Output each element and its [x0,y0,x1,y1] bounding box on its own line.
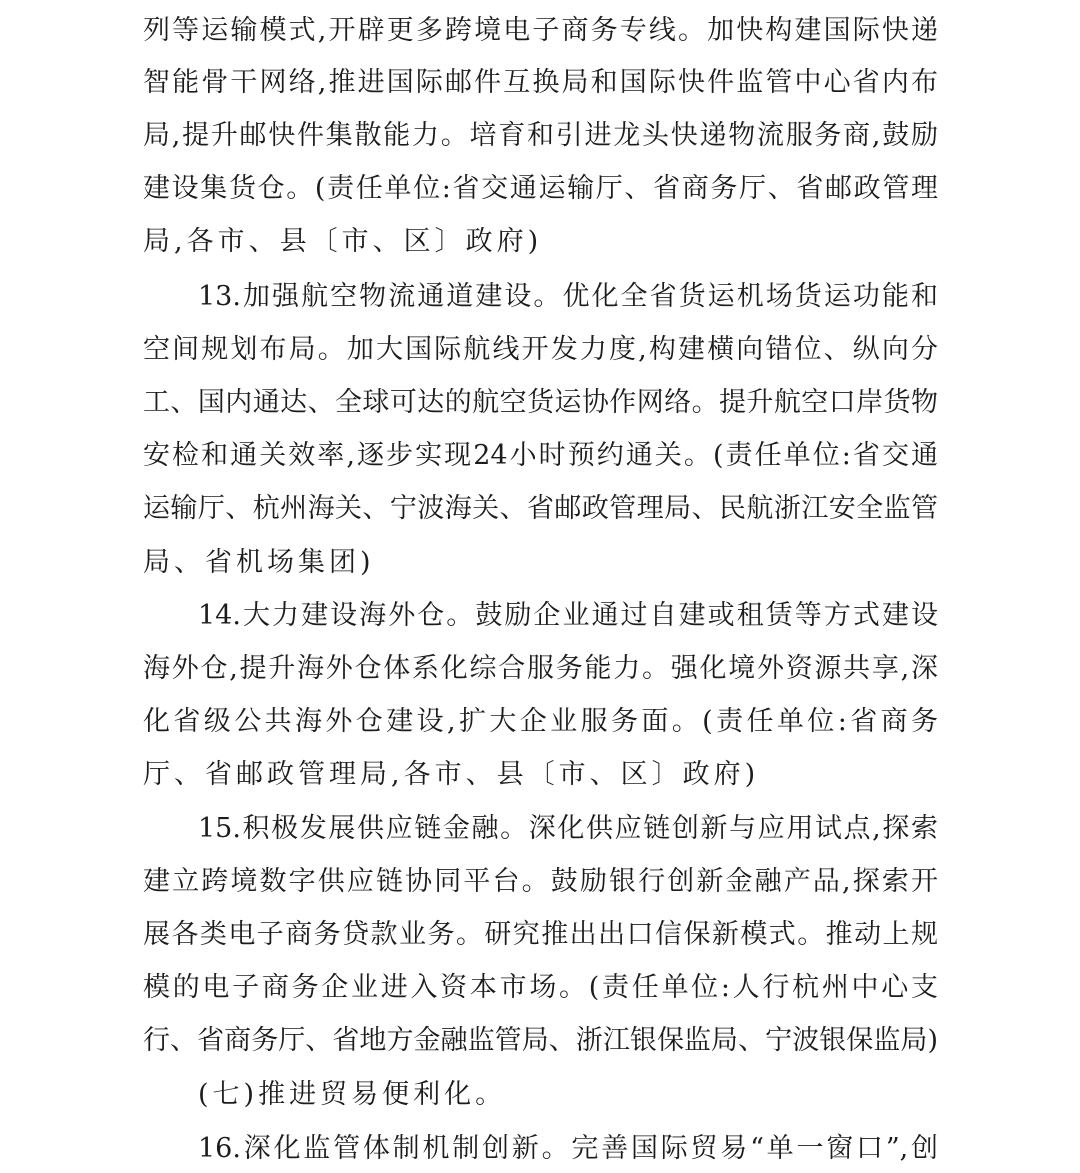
paragraph-12-line-1: 列等运输模式,开辟更多跨境电子商务专线。加快构建国际快递 [143,15,938,46]
paragraph-14-line-1: 14.大力建设海外仓。鼓励企业通过自建或租赁等方式建设 [198,600,938,631]
paragraph-12-line-5: 局,各市、县〔市、区〕政府) [143,226,543,257]
paragraph-14-line-3: 化省级公共海外仓建设,扩大企业服务面。(责任单位:省商务 [143,706,938,737]
paragraph-14-line-2: 海外仓,提升海外仓体系化综合服务能力。强化境外资源共享,深 [143,653,938,684]
paragraph-14-line-4: 厅、省邮政管理局,各市、县〔市、区〕政府) [143,759,760,790]
paragraph-15-line-3: 展各类电子商务贷款业务。研究推出出口信保新模式。推动上规 [143,919,938,950]
section-heading-7: (七)推进贸易便利化。 [198,1079,507,1110]
paragraph-13-line-2: 空间规划布局。加大国际航线开发力度,构建横向错位、纵向分 [143,334,938,365]
paragraph-13-line-3: 工、国内通达、全球可达的航空货运协作网络。提升航空口岸货物 [143,387,938,418]
paragraph-13-line-1: 13.加强航空物流通道建设。优化全省货运机场货运功能和 [198,281,938,312]
paragraph-15-line-4: 模的电子商务企业进入资本市场。(责任单位:人行杭州中心支 [143,972,938,1003]
paragraph-13-line-5: 运输厅、杭州海关、宁波海关、省邮政管理局、民航浙江安全监管 [143,493,938,524]
paragraph-15-line-2: 建立跨境数字供应链协同平台。鼓励银行创新金融产品,探索开 [143,866,938,897]
paragraph-12-line-4: 建设集货仓。(责任单位:省交通运输厅、省商务厅、省邮政管理 [143,173,938,204]
paragraph-15-line-1: 15.积极发展供应链金融。深化供应链创新与应用试点,探索 [198,813,938,844]
paragraph-12-line-3: 局,提升邮快件集散能力。培育和引进龙头快递物流服务商,鼓励 [143,120,938,151]
paragraph-13-line-4: 安检和通关效率,逐步实现24小时预约通关。(责任单位:省交通 [143,440,938,471]
paragraph-15-line-5: 行、省商务厅、省地方金融监管局、浙江银保监局、宁波银保监局) [143,1025,938,1056]
paragraph-12-line-2: 智能骨干网络,推进国际邮件互换局和国际快件监管中心省内布 [143,67,938,98]
paragraph-16-line-1: 16.深化监管体制机制创新。完善国际贸易“单一窗口”,创 [198,1133,938,1164]
paragraph-13-line-6: 局、省机场集团) [143,547,375,578]
